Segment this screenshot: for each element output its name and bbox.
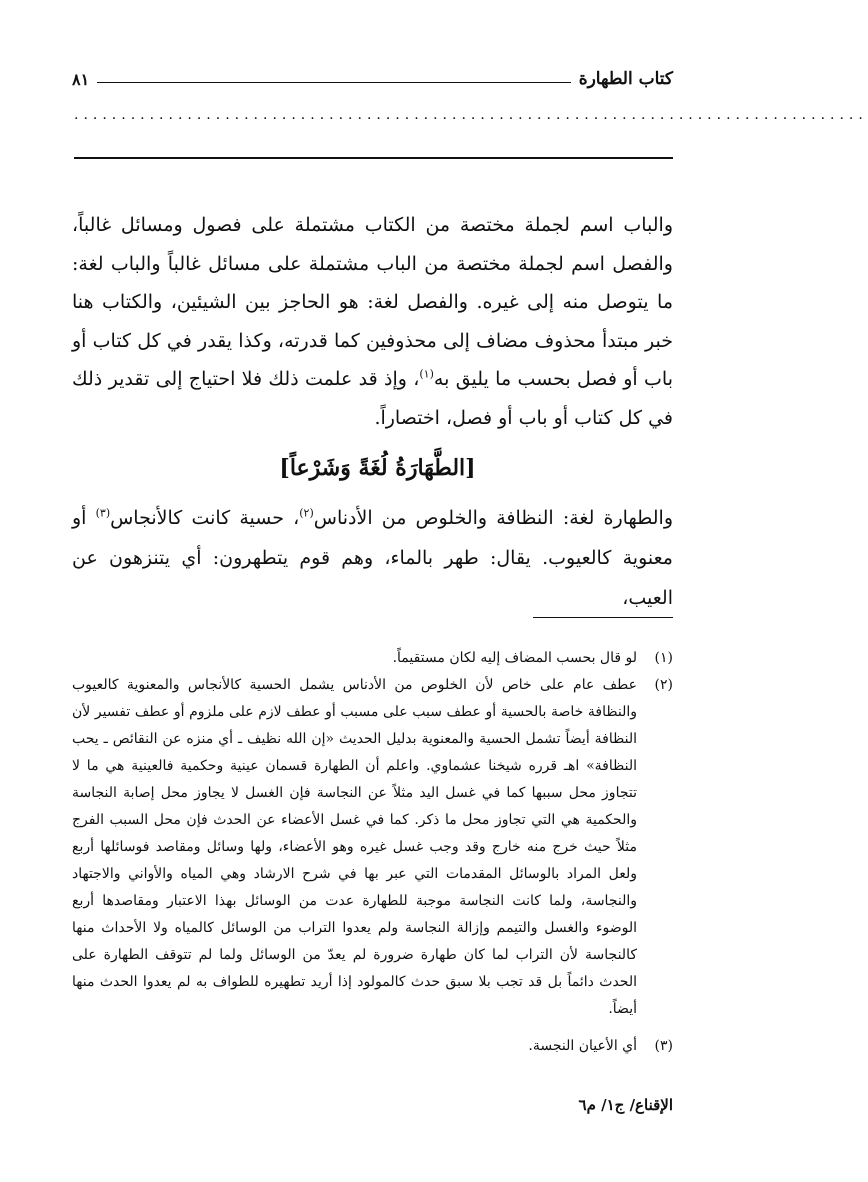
dotted-separator: ....................................................................................	[74, 107, 868, 123]
footnote-text: أي الأعيان النجسة.	[528, 1038, 637, 1054]
footnote-number: (١)	[654, 650, 673, 666]
running-header	[72, 64, 673, 94]
paragraph-2-text-b: ، حسية كانت كالأنجاس	[110, 507, 300, 529]
header-rule	[97, 82, 571, 83]
paragraph-1-text-a: والباب اسم لجملة مختصة من الكتاب مشتملة على فصول ومسائل غالباً، والفصل اسم لجملة مختصة من الباب مشتملة على مسائل غالباً والباب لغة: ما يتوصل منه إلى غيره. والفصل لغة: هو الحاجز بين الشيئين، والكتاب هنا خبر مبتدأ محذوف مضاف إلى محذوفين كما قدرته، وكذا يقدر في كل كتاب أو باب أو فصل بحسب ما يليق به	[72, 214, 673, 390]
page-number: ٨١	[72, 69, 90, 89]
footnote-ref-2: (٢)	[299, 506, 314, 520]
body-paragraph-2	[72, 498, 673, 618]
body-paragraph-1	[72, 206, 673, 437]
footnotes	[72, 645, 673, 1060]
footnote-text: لو قال بحسب المضاف إليه لكان مستقيماً.	[392, 650, 637, 666]
footnote-rule	[533, 617, 673, 618]
footnote-number: (٣)	[654, 1038, 673, 1054]
paragraph-1-text-b: ، وإذ قد علمت ذلك فلا احتياج إلى تقدير ذلك في كل كتاب أو باب أو فصل، اختصاراً.	[72, 368, 673, 429]
running-title: كتاب الطهارة	[578, 69, 673, 89]
paragraph-2-text-a: والطهارة لغة: النظافة والخلوص من الأدناس	[313, 507, 673, 529]
footnote-ref-3: (٣)	[95, 506, 111, 520]
footnote-ref-1: (١)	[419, 367, 434, 381]
footnote-number: (٢)	[654, 677, 673, 693]
footnote	[72, 645, 673, 672]
signature-mark: الإقناع/ ج١/ م٦	[578, 1096, 673, 1114]
footnote	[72, 1033, 673, 1060]
footnote-text: عطف عام على خاص لأن الخلوص من الأدناس يشمل الحسية كالأنجاس والمعنوية كالعيوب والنظافة خاصة بالحسية أو عطف سبب على مسبب أو عطف لازم على ملزوم أو عطف تفسير لأن النظافة أيضاً تشمل الحسية والمعنوية بدليل الحديث «إن الله نظيف ـ أي منزه عن النقائص ـ يحب النظافة» اهـ قرره شيخنا عشماوي. واعلم أن الطهارة قسمان عينية وحكمية فالعينية هي ما لا تتجاوز محل سببها كما في غسل اليد مثلاً عن النجاسة فإن الغسل لا يجاوز محل إصابة النجاسة والحكمية هي التي تجاوز محل ما ذكر. كما في غسل الأعضاء عن الحدث فإن محل السبب الفرج مثلاً حيث خرج منه خارج وقد وجب غسل غيره وهو الأعضاء، ولها وسائل ومقاصد فوسائلها أربع ولعل المراد بالوسائل المقدمات التي عبر بها في شرح الارشاد وهي المياه والأواني والاجتهاد والنجاسة، ولما كانت النجاسة موجبة للطهارة عدت من الوسائل بهذا الاعتبار ومقاصدها أربع الوضوء والغسل والتيمم وإزالة النجاسة ولم يعدوا التراب من الوسائل كالمياه ولا الأحداث منها كالنجاسة لأن التراب لما كان طهارة ضرورة لم يعدّ من الوسائل ولما لم تتوقف الطهارة على الحدث دائماً بل قد تجب بلا سبق حدث كالمولود إذا أريد تطهيره للطواف به لم يعدوا الحدث منها أيضاً.	[72, 677, 637, 1017]
top-rule	[74, 157, 673, 159]
footnote	[72, 672, 673, 1023]
paragraph-2-text-c: أو معنوية كالعيوب. يقال: طهر بالماء، وهم قوم يتطهرون: أي يتنزهون عن العيب،	[72, 507, 673, 609]
section-heading: [الطَّهَارَةُ لُغَةً وَشَرْعاً]	[279, 455, 476, 481]
